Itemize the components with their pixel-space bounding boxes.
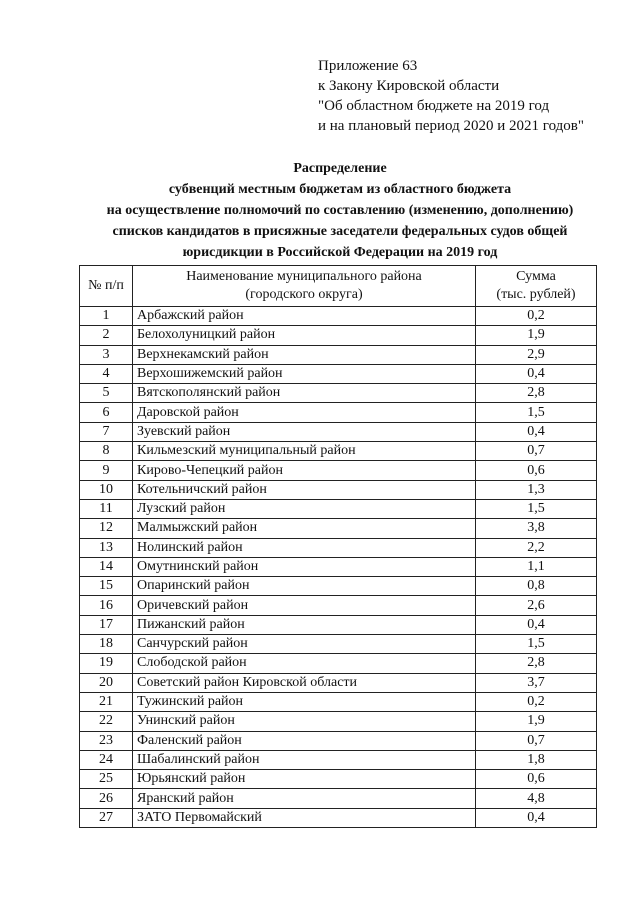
row-district-name: Лузский район [133, 499, 476, 518]
title-line-4: списков кандидатов в присяжные заседатели федеральных судов общей [112, 224, 568, 239]
row-sum: 1,9 [476, 326, 597, 345]
row-sum: 1,9 [476, 712, 597, 731]
row-number: 23 [80, 731, 133, 750]
row-number: 4 [80, 364, 133, 383]
row-district-name: Зуевский район [133, 422, 476, 441]
table-row [80, 442, 597, 461]
row-number: 22 [80, 712, 133, 731]
table-row [80, 422, 597, 441]
subvention-table [79, 265, 597, 828]
row-sum: 2,8 [476, 384, 597, 403]
row-sum: 0,2 [476, 307, 597, 326]
row-number: 9 [80, 461, 133, 480]
row-number: 3 [80, 345, 133, 364]
row-district-name: Омутнинский район [133, 557, 476, 576]
row-number: 7 [80, 422, 133, 441]
table-row [80, 345, 597, 364]
row-district-name: Тужинский район [133, 692, 476, 711]
row-sum: 0,7 [476, 731, 597, 750]
row-district-name: Яранский район [133, 789, 476, 808]
row-district-name: Советский район Кировской области [133, 673, 476, 692]
row-sum: 1,3 [476, 480, 597, 499]
appendix-line-4: и на плановый период 2020 и 2021 годов" [318, 118, 584, 134]
row-district-name: Опаринский район [133, 577, 476, 596]
row-sum: 3,8 [476, 519, 597, 538]
table-row [80, 364, 597, 383]
row-district-name: Вятскополянский район [133, 384, 476, 403]
header-num: № п/п [80, 266, 133, 307]
row-district-name: Малмыжский район [133, 519, 476, 538]
row-number: 25 [80, 770, 133, 789]
table-row [80, 750, 597, 769]
table-row [80, 673, 597, 692]
table-row [80, 789, 597, 808]
table-row [80, 307, 597, 326]
table-row [80, 480, 597, 499]
title-line-1: Распределение [293, 161, 387, 176]
header-name-line-2: (городского округа) [245, 287, 363, 302]
row-sum: 0,6 [476, 770, 597, 789]
title-line-3: на осуществление полномочий по составлению (изменению, дополнению) [106, 203, 574, 218]
row-sum: 0,4 [476, 364, 597, 383]
row-district-name: Белохолуницкий район [133, 326, 476, 345]
row-number: 12 [80, 519, 133, 538]
row-district-name: Котельничский район [133, 480, 476, 499]
row-district-name: Оричевский район [133, 596, 476, 615]
row-number: 21 [80, 692, 133, 711]
row-number: 8 [80, 442, 133, 461]
table-row [80, 596, 597, 615]
header-name-line-1: Наименование муниципального района [186, 269, 422, 284]
row-sum: 0,4 [476, 422, 597, 441]
table-row [80, 770, 597, 789]
row-sum: 0,6 [476, 461, 597, 480]
row-number: 24 [80, 750, 133, 769]
row-district-name: Кирово-Чепецкий район [133, 461, 476, 480]
row-sum: 1,5 [476, 499, 597, 518]
row-sum: 3,7 [476, 673, 597, 692]
title-line-2: субвенций местным бюджетам из областного бюджета [168, 182, 512, 197]
row-district-name: Кильмезский муниципальный район [133, 442, 476, 461]
row-sum: 2,8 [476, 654, 597, 673]
row-sum: 4,8 [476, 789, 597, 808]
row-district-name: Санчурский район [133, 635, 476, 654]
row-sum: 0,4 [476, 808, 597, 827]
table-row [80, 557, 597, 576]
header-sum [476, 266, 597, 307]
row-district-name: Шабалинский район [133, 750, 476, 769]
table-row [80, 808, 597, 827]
row-number: 19 [80, 654, 133, 673]
row-district-name: ЗАТО Первомайский [133, 808, 476, 827]
row-number: 20 [80, 673, 133, 692]
row-district-name: Фаленский район [133, 731, 476, 750]
row-sum: 0,7 [476, 442, 597, 461]
row-number: 6 [80, 403, 133, 422]
row-number: 16 [80, 596, 133, 615]
table-row [80, 712, 597, 731]
row-number: 15 [80, 577, 133, 596]
row-sum: 1,8 [476, 750, 597, 769]
appendix-line-3: "Об областном бюджете на 2019 год [318, 98, 550, 114]
row-sum: 1,5 [476, 403, 597, 422]
row-number: 18 [80, 635, 133, 654]
row-number: 1 [80, 307, 133, 326]
row-sum: 1,5 [476, 635, 597, 654]
row-number: 10 [80, 480, 133, 499]
table-row [80, 403, 597, 422]
row-number: 27 [80, 808, 133, 827]
table-row [80, 654, 597, 673]
row-district-name: Нолинский район [133, 538, 476, 557]
row-sum: 2,6 [476, 596, 597, 615]
table-row [80, 731, 597, 750]
row-sum: 0,4 [476, 615, 597, 634]
appendix-line-2: к Закону Кировской области [318, 78, 500, 94]
table-row [80, 577, 597, 596]
table-row [80, 692, 597, 711]
row-district-name: Верхошижемский район [133, 364, 476, 383]
row-sum: 2,9 [476, 345, 597, 364]
row-number: 17 [80, 615, 133, 634]
row-sum: 2,2 [476, 538, 597, 557]
table-body [80, 307, 597, 828]
row-district-name: Верхнекамский район [133, 345, 476, 364]
appendix-line-1: Приложение 63 [318, 58, 418, 74]
row-number: 11 [80, 499, 133, 518]
table-row [80, 519, 597, 538]
title-line-5: юрисдикции в Российской Федерации на 2019 год [182, 245, 498, 260]
row-district-name: Слободской район [133, 654, 476, 673]
row-sum: 0,2 [476, 692, 597, 711]
row-district-name: Даровской район [133, 403, 476, 422]
appendix-header [318, 56, 584, 136]
row-district-name: Арбажский район [133, 307, 476, 326]
document-title [60, 158, 620, 263]
row-sum: 1,1 [476, 557, 597, 576]
row-district-name: Пижанский район [133, 615, 476, 634]
row-sum: 0,8 [476, 577, 597, 596]
row-number: 2 [80, 326, 133, 345]
row-district-name: Юрьянский район [133, 770, 476, 789]
row-number: 14 [80, 557, 133, 576]
table-row [80, 538, 597, 557]
header-name [133, 266, 476, 307]
header-sum-line-1: Сумма [516, 269, 556, 284]
table-row [80, 461, 597, 480]
table-row [80, 615, 597, 634]
row-number: 13 [80, 538, 133, 557]
table-header-row [80, 266, 597, 307]
row-district-name: Унинский район [133, 712, 476, 731]
table-row [80, 499, 597, 518]
table-row [80, 326, 597, 345]
table-row [80, 384, 597, 403]
header-sum-line-2: (тыс. рублей) [496, 287, 576, 302]
row-number: 5 [80, 384, 133, 403]
row-number: 26 [80, 789, 133, 808]
table-row [80, 635, 597, 654]
